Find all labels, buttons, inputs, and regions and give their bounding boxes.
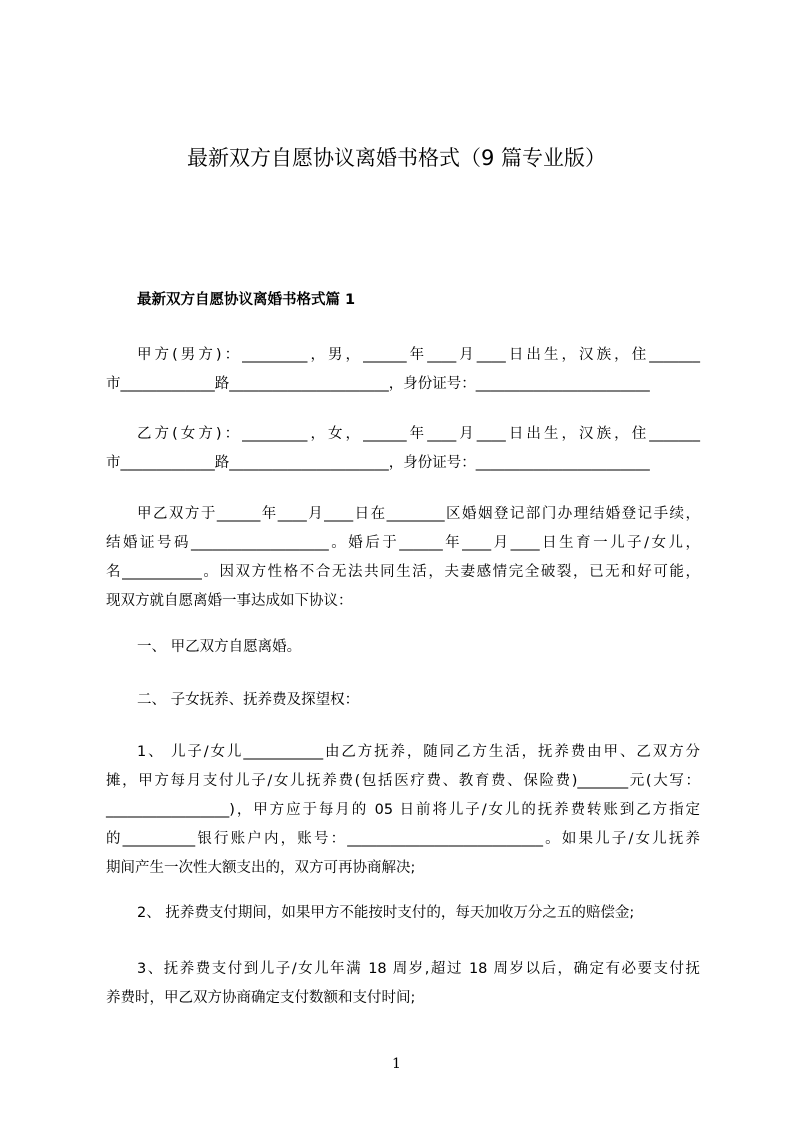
paragraph-line: 3、抚养费支付到儿子/女儿年满 18 周岁,超过 18 周岁以后，确定有必要支付抚 — [137, 961, 700, 977]
paragraph-line: 甲乙双方于______年____月____日在________区婚姻登记部门办理结婚登记手续， — [137, 506, 700, 522]
clause-two — [106, 686, 700, 715]
paragraph-line: 摊，甲方每月支付儿子/女儿抚养费(包括医疗费、教育费、保险费)_______元(大写： — [106, 773, 700, 789]
paragraph-line: 2、 抚养费支付期间，如果甲方不能按时支付的，每天加收万分之五的赔偿金; — [137, 905, 635, 921]
paragraph-line: 的__________银行账户内，账号：___________________________。如果儿子/女儿抚养 — [106, 831, 700, 847]
sub-clause-1 — [106, 738, 700, 883]
paragraph-line: 市_____________路______________________，身份证号：________________________ — [106, 455, 650, 471]
paragraph-line: _________________)，甲方应于每月的 05 日前将儿子/女儿的抚养费转账到乙方指定 — [106, 802, 700, 818]
paragraph-line: 养费时，甲乙双方协商确定支付数额和支付时间; — [106, 990, 416, 1006]
paragraph-line: 甲方(男方)：_________，男，______年____月____日出生，汉族，住_______ — [137, 347, 700, 363]
paragraph-line: 1、 儿子/女儿___________由乙方抚养，随同乙方生活，抚养费由甲、乙双方分 — [137, 744, 700, 760]
paragraph-line: 市_____________路______________________，身份证号：________________________ — [106, 376, 650, 392]
party-a-paragraph — [106, 341, 700, 399]
paragraph-line: 名___________。因双方性格不合无法共同生活，夫妻感情完全破裂，已无和好可能， — [106, 564, 700, 580]
party-b-paragraph — [106, 420, 700, 478]
paragraph-line: 现双方就自愿离婚一事达成如下协议： — [106, 593, 353, 609]
paragraph-line: 结婚证号码___________________。婚后于______年____月____日生育一儿子/女儿， — [106, 535, 700, 551]
paragraph-line: 一、 甲乙双方自愿离婚。 — [137, 639, 302, 655]
document-title: 最新双方自愿协议离婚书格式（9 篇专业版） — [186, 146, 607, 170]
paragraph-line: 乙方(女方)：_________，女，______年____月____日出生，汉族，住_______ — [137, 426, 700, 442]
paragraph-line: 期间产生一次性大额支出的，双方可再协商解决; — [106, 860, 416, 876]
sub-clause-3 — [106, 955, 700, 1013]
section-heading: 最新双方自愿协议离婚书格式篇 1 — [137, 292, 356, 308]
page-number: 1 — [392, 1056, 401, 1072]
clause-one — [106, 633, 700, 662]
marriage-background-paragraph — [106, 500, 700, 616]
sub-clause-2 — [106, 899, 700, 928]
paragraph-line: 二、 子女抚养、抚养费及探望权： — [137, 692, 360, 708]
